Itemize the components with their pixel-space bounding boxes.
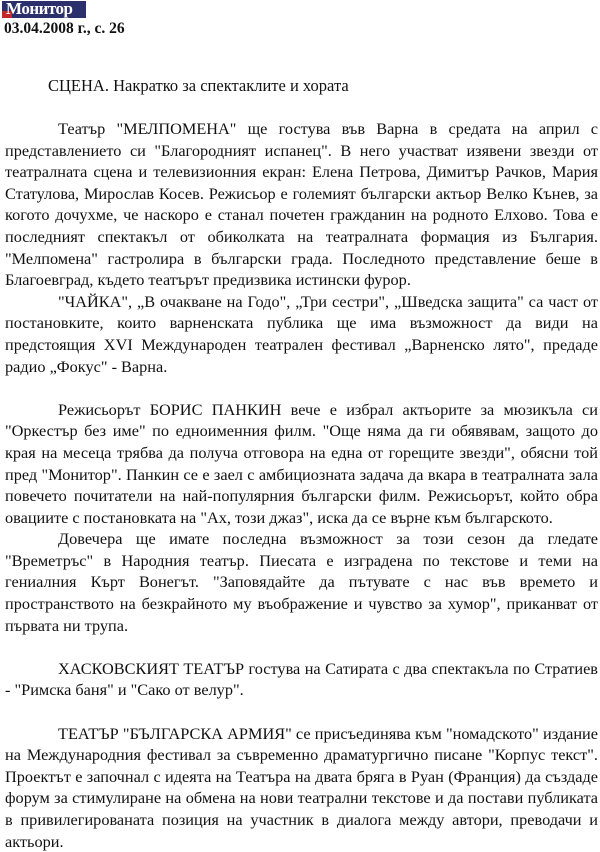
logo-text: Монитор <box>6 1 73 18</box>
paragraph-pankin: Режисьорът БОРИС ПАНКИН вече е избрал актьорите за мюзикъла си "Оркестър без име" по едноименния филм. "Още няма да ги обявявам, защото до края на месеца трябва да получа отговора на една от горещите звезди", обясни той пред "Монитор". Панкин се е заел с амбициозната задача да вкара в театралната зала повечето почитатели на най-популярния български филм. Режисьорът, който обра овациите с постановката на "Ах, този джаз", иска да се върне към българското. <box>5 399 598 527</box>
newspaper-logo <box>2 1 86 18</box>
section-heading: СЦЕНА. Накратко за спектаклите и хората <box>48 76 349 95</box>
paragraph-festival: "ЧАЙКА", „В очакване на Годо", „Три сестри", „Шведска защита" са част от постановките, които варненската публика ще има възможност да види на предстоящия XVI Международен театрален фестивал „Варненско лято", предаде радио „Фокус" - Варна. <box>5 291 598 376</box>
paragraph-melpomena: Театър "МЕЛПОМЕНА" ще гостува във Варна в средата на април с представлението си "Благородният испанец". В него участват изявени звезди от театралната сцена и телевизионния екран: Елена Петрова, Димитър Рачков, Мария Статулова, Мирослав Косев. Режисьор е големият български актьор Велко Кънев, за когото дочухме, че наскоро е станал почетен гражданин на родното Елхово. Това е последният спектакъл от обиколката на театралната формация из България. "Мелпомена" гастролира в български града. Последното представление беше в Благоевград, където театърът предизвика истински фурор. <box>5 119 598 290</box>
article-body <box>5 118 598 852</box>
paragraph-bulgarian-army: ТЕАТЪР "БЪЛГАРСКА АРМИЯ" се присъединява към "номадското" издание на Международния фестивал за съвременно драматургично писане "Корпус текст". Проектът е започнал с идеята на Театъра на двата бряга в Руан (Франция) да създаде форум за стимулиране на обмена на нови театрални текстове и да постави публиката в привилегированата позиция на участник в диалога между автори, преводачи и актьори. <box>5 723 598 851</box>
paragraph-vremetras: Довечера ще имате последна възможност за този сезон да гледате "Времетръс" в Народния театър. Пиесата е изградена по текстове и теми на гениалния Кърт Вонегът. "Заповядайте да пътувате с нас във времето и пространството на безкрайното му въображение и чувство за хумор", приканват от първата ни трупа. <box>5 529 598 635</box>
paragraph-haskovo: ХАСКОВСКИЯТ ТЕАТЪР гостува на Сатирата с два спектакъла по Стратиев - "Римска баня" и "Сако от велур". <box>5 658 598 700</box>
publication-dateline: 03.04.2008 г., с. 26 <box>4 20 125 37</box>
